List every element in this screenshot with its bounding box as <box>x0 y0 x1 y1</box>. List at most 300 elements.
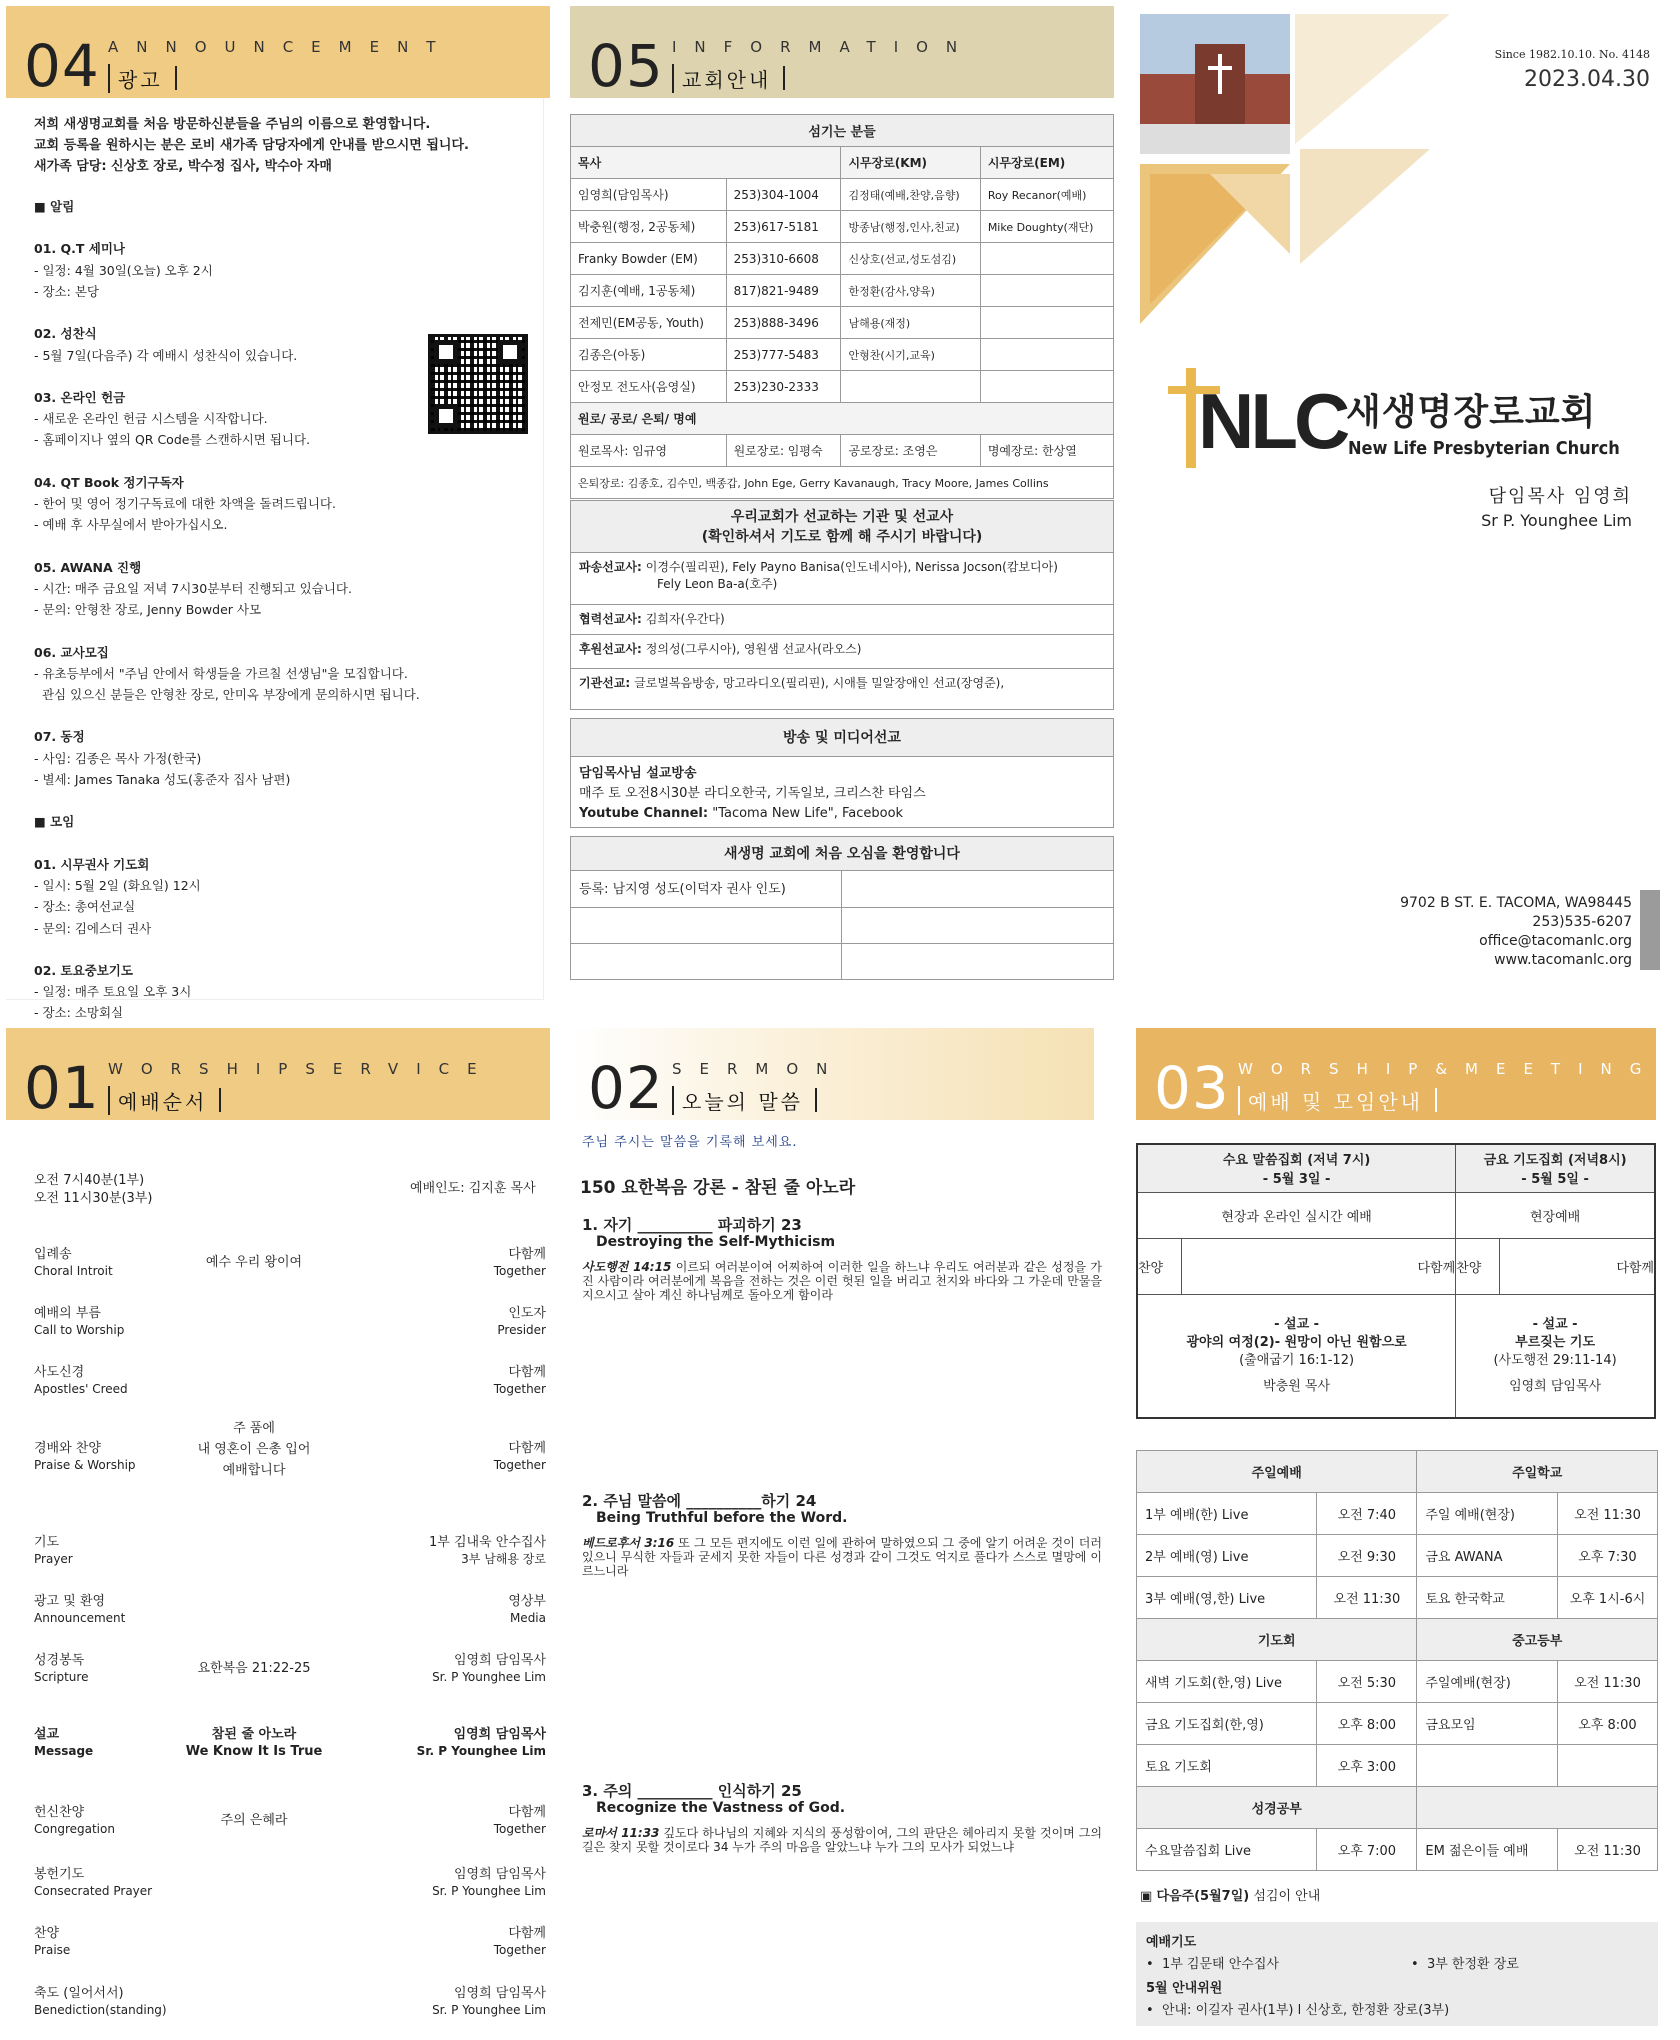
worship-label-kr: 찬양 <box>34 1926 60 1941</box>
leader-kr: 다함께 <box>508 1441 546 1456</box>
leader-en: Sr. P Younghee Lim <box>432 1670 546 1684</box>
wed-fri-table <box>1136 1143 1656 1419</box>
announcement-line: - 5월 7일(다음주) 각 예배시 성찬식이 있습니다. <box>34 347 298 363</box>
schedule-cell: 오전 11:30 <box>1558 1829 1658 1871</box>
worship-label-en: Scripture <box>34 1670 89 1684</box>
leader-en: Sr. P Younghee Lim <box>416 1744 546 1758</box>
worship-item-leader <box>429 1534 546 1568</box>
mission-row <box>571 635 1113 669</box>
media-box <box>570 718 1114 828</box>
mission-row <box>571 605 1113 635</box>
praise-label: 찬양 <box>1137 1238 1181 1294</box>
announcement-line: 관심 있으신 분들은 안형찬 장로, 안미옥 부장에게 문의하시면 됩니다. <box>34 687 420 703</box>
staff-cell: 안형찬(시기,교육) <box>841 339 980 371</box>
mission-title-line: (확인하셔서 기도로 함께 해 주시기 바랍니다) <box>701 529 983 545</box>
retired-cell: 명예장로: 한상열 <box>980 435 1113 467</box>
schedule-row <box>1137 1493 1658 1535</box>
church-name-en: New Life Presbyterian Church <box>1348 438 1620 459</box>
schedule-cell: 오후 8:00 <box>1317 1703 1417 1745</box>
youtube-value: "Tacoma New Life", Facebook <box>712 806 904 821</box>
staff-cell: 김종은(아동) <box>571 339 727 371</box>
usher-1: • 안내: 이길자 권사(1부) l 신상호, 한정환 장로(3부) <box>1146 2003 1450 2018</box>
worship-item-label <box>34 1364 128 1398</box>
announcement-line: - 새로운 온라인 헌금 시스템을 시작합니다. <box>34 411 268 427</box>
worship-item-label <box>34 1534 73 1568</box>
schedule-cell: 오전 5:30 <box>1317 1661 1417 1703</box>
leader-en: Presider <box>497 1323 546 1337</box>
section-eng-title: INFORMATION <box>672 38 976 56</box>
fri-mode: 현장예배 <box>1456 1192 1655 1238</box>
worship-item <box>34 1246 546 1286</box>
worship-item-label <box>34 1804 115 1838</box>
point-heading: 1. 자기 __________ 파괴하기 23 <box>582 1216 802 1234</box>
schedule-cell: 오전 11:30 <box>1558 1661 1658 1703</box>
announcement-line: - 일정: 매주 토요일 오후 3시 <box>34 984 192 1000</box>
address-line: 9702 B ST. E. TACOMA, WA98445 <box>1400 895 1632 911</box>
worship-content-line: 참된 줄 아노라 <box>211 1727 297 1742</box>
section-eng-title: SERMON <box>672 1060 846 1078</box>
worship-item-label <box>34 1305 124 1339</box>
staff-cell: 방종남(행정,인사,친교) <box>841 211 980 243</box>
mission-label: 후원선교사: <box>579 642 642 656</box>
staff-cell: 253)888-3496 <box>726 307 841 339</box>
schedule-head: 중고등부 <box>1417 1619 1658 1661</box>
staff-cell: 253)777-5483 <box>726 339 841 371</box>
section-number: 03 <box>1154 1054 1230 1122</box>
staff-row <box>571 339 1114 371</box>
scripture-ref: 베드로후서 3:16 <box>582 1536 675 1550</box>
wed-head <box>1137 1144 1456 1192</box>
schedule-table <box>1136 1450 1658 1871</box>
staff-table-title: 섬기는 분들 <box>571 115 1114 147</box>
leader-kr: 다함께 <box>508 1926 546 1941</box>
address-line: 253)535-6207 <box>1532 914 1632 930</box>
section-04-header <box>6 6 550 98</box>
intro-line: 저희 새생명교회를 처음 방문하신분들을 주님의 이름으로 환영합니다. <box>34 117 431 132</box>
staff-cell <box>980 243 1113 275</box>
schedule-cell: 오후 7:30 <box>1558 1535 1658 1577</box>
worship-label-en: Praise <box>34 1943 71 1957</box>
schedule-cell: 오후 3:00 <box>1317 1745 1417 1787</box>
fri-date: - 5월 5일 - <box>1521 1172 1589 1188</box>
media-youtube <box>579 803 903 824</box>
worship-item-leader <box>417 1726 546 1760</box>
leader-en: Together <box>493 1822 546 1836</box>
leader-en: Sr. P Younghee Lim <box>432 2003 546 2017</box>
wed-mode: 현장과 온라인 실시간 예배 <box>1137 1192 1456 1238</box>
worship-item-label <box>34 1985 167 2019</box>
fri-head <box>1456 1144 1655 1192</box>
retired-head: 원로/ 공로/ 은퇴/ 명예 <box>571 403 1114 435</box>
announcement-line: - 문의: 김에스더 권사 <box>34 920 152 936</box>
schedule-cell <box>1558 1745 1658 1787</box>
media-heading: 담임목사님 설교방송 <box>579 766 697 781</box>
qr-code <box>428 334 528 434</box>
worship-item <box>34 1804 546 1844</box>
worship-item <box>34 1421 546 1480</box>
sermon-point <box>582 1782 1102 1854</box>
announcement-line: - 장소: 본당 <box>34 283 99 299</box>
issue-date: 2023.04.30 <box>1524 67 1650 92</box>
scripture-ref: 로마서 11:33 <box>582 1826 660 1840</box>
servant-box <box>1136 1922 1658 2026</box>
worship-item-leader <box>494 1246 546 1280</box>
announcement-heading: 02. 토요중보기도 <box>34 962 133 978</box>
staff-cell: Roy Recanor(예배) <box>980 179 1113 211</box>
worship-label-en: Call to Worship <box>34 1323 125 1337</box>
prayer-1-text: 1부 김문태 안수집사 <box>1161 1957 1279 1972</box>
section-eng-title: WORSHIPSERVICE <box>108 1060 495 1078</box>
worship-content-line: We Know It Is True <box>185 1744 323 1759</box>
staff-cell: 253)304-1004 <box>726 179 841 211</box>
schedule-cell: EM 젊은이들 예배 <box>1417 1829 1558 1871</box>
staff-cell: 한정환(감사,양육) <box>841 275 980 307</box>
announcement-heading: 01. 시무권사 기도회 <box>34 856 150 872</box>
announcement-line: - 예배 후 사무실에서 받아가십시오. <box>34 517 228 533</box>
announcement-heading: 04. QT Book 정기구독자 <box>34 474 184 490</box>
schedule-cell: 수요말씀집회 Live <box>1137 1829 1317 1871</box>
staff-cell: 박충원(행정, 2공동체) <box>571 211 727 243</box>
worship-label-kr: 성경봉독 <box>34 1653 85 1668</box>
retired-cell: 원로목사: 임규영 <box>571 435 727 467</box>
staff-cell <box>980 371 1113 403</box>
announcement-intro <box>34 114 469 177</box>
welcome-title: 새생명 교회에 처음 오심을 환영합니다 <box>571 837 1113 871</box>
scripture-text: 깊도다 하나님의 지혜와 지식의 풍성함이여, 그의 판단은 헤아리지 못할 것이며 그의 길은 찾지 못할 것이로다 34 누가 주의 마음을 알았느냐 누가 그의 모사가 되었느냐 <box>582 1826 1102 1854</box>
announcement-line: - 문의: 안형찬 장로, Jenny Bowder 사모 <box>34 602 262 618</box>
scripture-ref: 사도행전 14:15 <box>582 1260 672 1274</box>
worship-label-kr: 설교 <box>34 1727 60 1742</box>
section-number: 02 <box>588 1054 664 1122</box>
mission-value: 김희자(우간다) <box>645 612 725 626</box>
service-leader: 예배인도: 김지훈 목사 <box>410 1181 536 1196</box>
schedule-head: 주일예배 <box>1137 1451 1417 1493</box>
staff-cell: 신상호(선교,성도섬김) <box>841 243 980 275</box>
worship-item <box>34 1985 546 2025</box>
pastor-kr: 담임목사 임영희 <box>1488 486 1632 507</box>
announcement-heading: 03. 온라인 헌금 <box>34 389 126 405</box>
worship-label-kr: 봉헌기도 <box>34 1867 85 1882</box>
worship-item-label <box>34 1726 93 1760</box>
worship-item <box>34 1364 546 1404</box>
address-bar <box>1640 890 1660 970</box>
worship-item-leader <box>494 1925 546 1959</box>
mission-value: 글로벌복음방송, 망고라디오(필리핀), 시애틀 밀알장애인 선교(장영준), <box>634 676 1005 690</box>
announcement-line: - 장소: 총여선교실 <box>34 899 136 915</box>
announcement-heading: 02. 성찬식 <box>34 326 97 342</box>
prayer-heading: 예배기도 <box>1146 1935 1197 1950</box>
leader-kr: 임영희 담임목사 <box>453 1867 546 1882</box>
retired-cell: 공로장로: 조영은 <box>841 435 980 467</box>
welcome-box <box>570 836 1114 980</box>
staff-cell: 전제민(EM공동, Youth) <box>571 307 727 339</box>
worship-item <box>34 1534 546 1574</box>
intro-line: 교회 등록을 원하시는 분은 로비 새가족 담당자에게 안내를 받으시면 됩니다. <box>34 138 469 153</box>
schedule-cell: 금요모임 <box>1417 1703 1558 1745</box>
staff-row <box>571 211 1114 243</box>
worship-item <box>34 1726 546 1766</box>
worship-item-content <box>134 1812 374 1829</box>
section-eng-title: WORSHIP&MEETING <box>1238 1060 1660 1078</box>
point-scripture <box>582 1536 1102 1578</box>
section-kor-title: 예배순서 <box>108 1086 221 1115</box>
worship-item-content <box>134 1660 374 1677</box>
cover-graphic <box>1140 14 1450 334</box>
since-issue: Since 1982.10.10. No. 4148 <box>1494 48 1650 61</box>
worship-content-line: 요한복음 21:22-25 <box>197 1661 311 1676</box>
col-elder-em: 시무장로(EM) <box>980 147 1113 179</box>
worship-item-leader <box>497 1305 546 1339</box>
next-week-label: 섬김이 안내 <box>1253 1889 1321 1904</box>
announcement-line: - 일시: 5월 2일 (화요일) 12시 <box>34 877 201 893</box>
mission-title-line: 우리교회가 선교하는 기관 및 선교사 <box>730 509 954 525</box>
schedule-cell <box>1417 1745 1558 1787</box>
schedule-cell: 1부 예배(한) Live <box>1137 1493 1317 1535</box>
schedule-head-row <box>1137 1787 1658 1829</box>
announcement-line: - 장소: 소망회실 <box>34 1005 124 1021</box>
leader-en: Together <box>493 1458 546 1472</box>
mission-label: 기관선교: <box>579 676 631 690</box>
worship-label-kr: 광고 및 환영 <box>34 1594 106 1609</box>
leader-en: 3부 남해용 장로 <box>461 1552 546 1566</box>
announcement-line: - 한어 및 영어 정기구독료에 대한 차액을 돌려드립니다. <box>34 496 336 511</box>
staff-cell <box>841 371 980 403</box>
fri-sermon <box>1456 1294 1655 1418</box>
wed-sermon <box>1137 1294 1456 1418</box>
worship-item-label <box>34 1866 152 1900</box>
worship-item-content <box>134 1726 374 1760</box>
schedule-head-row <box>1137 1619 1658 1661</box>
worship-label-kr: 기도 <box>34 1535 60 1550</box>
retired-cell: 원로장로: 임평숙 <box>726 435 841 467</box>
worship-item <box>34 1925 546 1965</box>
schedule-cell: 오전 9:30 <box>1317 1535 1417 1577</box>
schedule-head <box>1417 1787 1658 1829</box>
leader-kr: 임영희 담임목사 <box>453 1986 546 2001</box>
worship-item <box>34 1305 546 1345</box>
announcement-heading: ■ 모임 <box>34 814 75 830</box>
scripture-text: 이르되 여러분이여 어찌하여 이러한 일을 하느냐 우리도 여러분과 같은 성정을 가진 사람이라 여러분에게 복음을 전하는 것은 이런 헛된 일을 버리고 천지와 바다와 그 가운데 만물을 지으시고 살아 계신 하나님께로 돌아오게 함이라 <box>582 1260 1102 1302</box>
retired-elders: 은퇴장로: 김종호, 김수민, 백종갑, John Ege, Gerry Kavanaugh, Tracy Moore, James Collins <box>571 467 1114 499</box>
section-01-header <box>6 1028 550 1120</box>
schedule-head-row <box>1137 1451 1658 1493</box>
worship-item-leader <box>432 1985 546 2019</box>
point-english: Destroying the Self-Mythicism <box>596 1234 836 1250</box>
worship-label-kr: 축도 (일어서서) <box>34 1986 124 2001</box>
schedule-row <box>1137 1535 1658 1577</box>
leader-kr: 다함께 <box>508 1365 546 1380</box>
worship-item <box>34 1652 546 1692</box>
col-pastor: 목사 <box>571 147 841 179</box>
sermon-label: - 설교 - <box>1274 1316 1320 1332</box>
leader-en: Media <box>509 1611 546 1625</box>
address-line: www.tacomanlc.org <box>1494 952 1632 968</box>
worship-content-line: 주의 은혜라 <box>220 1813 288 1828</box>
media-line: 매주 토 오전8시30분 라디오한국, 기독일보, 크리스찬 타임스 <box>579 786 926 801</box>
media-title: 방송 및 미디어선교 <box>571 719 1113 757</box>
mission-label: 협력선교사: <box>579 612 642 626</box>
staff-row <box>571 371 1114 403</box>
announcement-line: - 일정: 4월 30일(오늘) 오후 2시 <box>34 262 213 278</box>
leader-en: Together <box>493 1264 546 1278</box>
mission-title <box>571 501 1113 553</box>
staff-cell: 김정태(예배,찬양,음향) <box>841 179 980 211</box>
schedule-cell: 3부 예배(영,한) Live <box>1137 1577 1317 1619</box>
schedule-cell: 오후 7:00 <box>1317 1829 1417 1871</box>
worship-label-en: Apostles' Creed <box>34 1382 128 1396</box>
worship-item <box>34 1866 546 1906</box>
schedule-cell: 새벽 기도회(한,영) Live <box>1137 1661 1317 1703</box>
square-icon: ▣ <box>1140 1889 1153 1904</box>
schedule-head: 주일학교 <box>1417 1451 1658 1493</box>
worship-item-leader <box>494 1440 546 1474</box>
pastor-en: Sr P. Younghee Lim <box>1481 511 1632 530</box>
worship-item-label <box>34 1593 125 1627</box>
church-address <box>1400 894 1632 970</box>
mission-value: 정의성(그루시아), 영원샘 선교사(라오스) <box>645 642 862 656</box>
worship-item-leader <box>494 1804 546 1838</box>
worship-label-en: Choral Introit <box>34 1264 113 1278</box>
staff-cell: Mike Doughty(재단) <box>980 211 1113 243</box>
announcement-line: - 사임: 김종은 목사 가정(한국) <box>34 750 202 766</box>
section-03-header <box>1136 1028 1660 1122</box>
mission-value: Fely Leon Ba-a(호주) <box>657 577 778 591</box>
worship-item-label <box>34 1652 88 1686</box>
staff-cell: 안정모 전도사(음영실) <box>571 371 727 403</box>
usher-1-text: 안내: 이길자 권사(1부) l 신상호, 한정환 장로(3부) <box>1161 2003 1450 2018</box>
section-05-header <box>570 6 1114 98</box>
staff-row <box>571 179 1114 211</box>
next-week-date: 다음주(5월7일) <box>1156 1889 1250 1904</box>
schedule-cell: 주일예배(현장) <box>1417 1661 1558 1703</box>
sermon-point <box>582 1492 1102 1578</box>
leader-kr: 다함께 <box>508 1247 546 1262</box>
fri-preacher: 임영희 담임목사 <box>1509 1378 1602 1394</box>
leader-en: Together <box>493 1382 546 1396</box>
announcement-heading: 07. 동정 <box>34 729 85 745</box>
schedule-row <box>1137 1661 1658 1703</box>
section-eng-title: ANNOUNCEMENT <box>108 38 454 56</box>
staff-cell: 253)310-6608 <box>726 243 841 275</box>
mission-value: 이경수(필리핀), Fely Payno Banisa(인도네시아), Nerissa Jocson(캄보디아) <box>645 560 1058 574</box>
service-time-1: 오전 7시40분(1부) <box>34 1173 145 1188</box>
scripture-text: 또 그 모든 편지에도 이런 일에 관하여 말하였으되 그 중에 알기 어려운 것이 더러 있으니 무식한 자들과 굳세지 못한 자들이 다른 성경과 같이 그것도 억지로 풀다가 스스로 멸망에 이르느니라 <box>582 1536 1102 1578</box>
section-kor-title: 광고 <box>108 64 177 93</box>
section-number: 05 <box>588 32 664 100</box>
fri-title: 금요 기도집회 (저녁8시) <box>1483 1153 1627 1169</box>
staff-cell: 김지훈(예배, 1공동체) <box>571 275 727 307</box>
announcement-heading: ■ 알림 <box>34 199 75 214</box>
worship-label-en: Praise & Worship <box>34 1458 136 1472</box>
fri-sermon-title: 부르짖는 기도 <box>1515 1334 1596 1350</box>
section-number: 01 <box>24 1054 100 1122</box>
worship-item <box>34 1593 546 1633</box>
staff-cell <box>980 307 1113 339</box>
staff-table <box>570 114 1114 499</box>
worship-label-en: Message <box>34 1744 94 1758</box>
welcome-registrant: 등록: 남지영 성도(이덕자 권사 인도) <box>579 882 786 897</box>
staff-cell <box>980 275 1113 307</box>
schedule-cell: 오전 7:40 <box>1317 1493 1417 1535</box>
worship-item-label <box>34 1925 70 1959</box>
worship-item-leader <box>508 1593 546 1627</box>
staff-row <box>571 307 1114 339</box>
worship-label-kr: 입례송 <box>34 1247 72 1262</box>
worship-item-label <box>34 1246 113 1280</box>
section-02-header <box>570 1028 1094 1120</box>
point-heading: 3. 주의 __________ 인식하기 25 <box>582 1782 802 1800</box>
leader-kr: 임영희 담임목사 <box>453 1653 546 1668</box>
schedule-cell: 오전 11:30 <box>1558 1493 1658 1535</box>
staff-cell: 817)821-9489 <box>726 275 841 307</box>
staff-row <box>571 275 1114 307</box>
schedule-cell: 토요 기도회 <box>1137 1745 1317 1787</box>
worship-item-content <box>134 1254 374 1271</box>
praise-label: 찬양 <box>1456 1238 1500 1294</box>
schedule-cell: 주일 예배(현장) <box>1417 1493 1558 1535</box>
worship-content-line: 내 영혼이 은총 입어 <box>197 1442 311 1457</box>
youtube-label: Youtube Channel: <box>579 806 709 821</box>
praise-who: 다함께 <box>1500 1238 1655 1294</box>
section-kor-title: 오늘의 말씀 <box>672 1086 817 1115</box>
worship-label-kr: 사도신경 <box>34 1365 85 1380</box>
leader-kr: 임영희 담임목사 <box>453 1727 546 1742</box>
point-heading: 2. 주님 말씀에 __________하기 24 <box>582 1492 817 1510</box>
leader-kr: 다함께 <box>508 1805 546 1820</box>
praise-who: 다함께 <box>1181 1238 1456 1294</box>
section-kor-title: 예배 및 모임안내 <box>1238 1086 1437 1115</box>
schedule-row <box>1137 1577 1658 1619</box>
cross-icon <box>1186 368 1196 468</box>
worship-label-en: Consecrated Prayer <box>34 1884 153 1898</box>
staff-row <box>571 243 1114 275</box>
worship-label-en: Announcement <box>34 1611 126 1625</box>
leader-en: Together <box>493 1943 546 1957</box>
staff-cell: 임영희(담임목사) <box>571 179 727 211</box>
col-elder-km: 시무장로(KM) <box>841 147 980 179</box>
sermon-title: 150 요한복음 강론 - 참된 줄 아노라 <box>580 1178 856 1198</box>
staff-cell: 253)230-2333 <box>726 371 841 403</box>
announcement-line: - 별세: James Tanaka 성도(홍준자 집사 남편) <box>34 772 291 787</box>
prayer-2: • 3부 한정환 장로 <box>1411 1957 1519 1972</box>
wed-date: - 5월 3일 - <box>1262 1172 1331 1188</box>
worship-label-en: Prayer <box>34 1552 73 1566</box>
church-name-kr: 새생명장로교회 <box>1346 392 1597 433</box>
intro-line: 새가족 담당: 신상호 장로, 박수정 집사, 박수아 자매 <box>34 159 332 174</box>
wed-sermon-ref: (출애굽기 16:1-12) <box>1239 1352 1355 1368</box>
leader-kr: 인도자 <box>508 1306 546 1321</box>
next-week <box>1140 1886 1320 1907</box>
schedule-cell: 토요 한국학교 <box>1417 1577 1558 1619</box>
worship-label-kr: 경배와 찬양 <box>34 1441 101 1456</box>
leader-en: Sr. P Younghee Lim <box>432 1884 546 1898</box>
schedule-head: 기도회 <box>1137 1619 1417 1661</box>
worship-item-leader <box>432 1652 546 1686</box>
sermon-point <box>582 1216 1102 1302</box>
worship-item-content <box>134 1418 374 1481</box>
schedule-row <box>1137 1703 1658 1745</box>
worship-content-line: 예배합니다 <box>222 1463 286 1478</box>
mission-label: 파송선교사: <box>579 560 642 574</box>
schedule-cell: 금요 기도집회(한,영) <box>1137 1703 1317 1745</box>
worship-label-en: Congregation <box>34 1822 115 1836</box>
worship-item-label <box>34 1440 136 1474</box>
prayer-2-text: 3부 한정환 장로 <box>1426 1957 1519 1972</box>
point-english: Recognize the Vastness of God. <box>596 1800 846 1816</box>
worship-label-en: Benediction(standing) <box>34 2003 167 2017</box>
schedule-cell: 오후 1시-6시 <box>1558 1577 1658 1619</box>
mission-row <box>571 553 1113 605</box>
